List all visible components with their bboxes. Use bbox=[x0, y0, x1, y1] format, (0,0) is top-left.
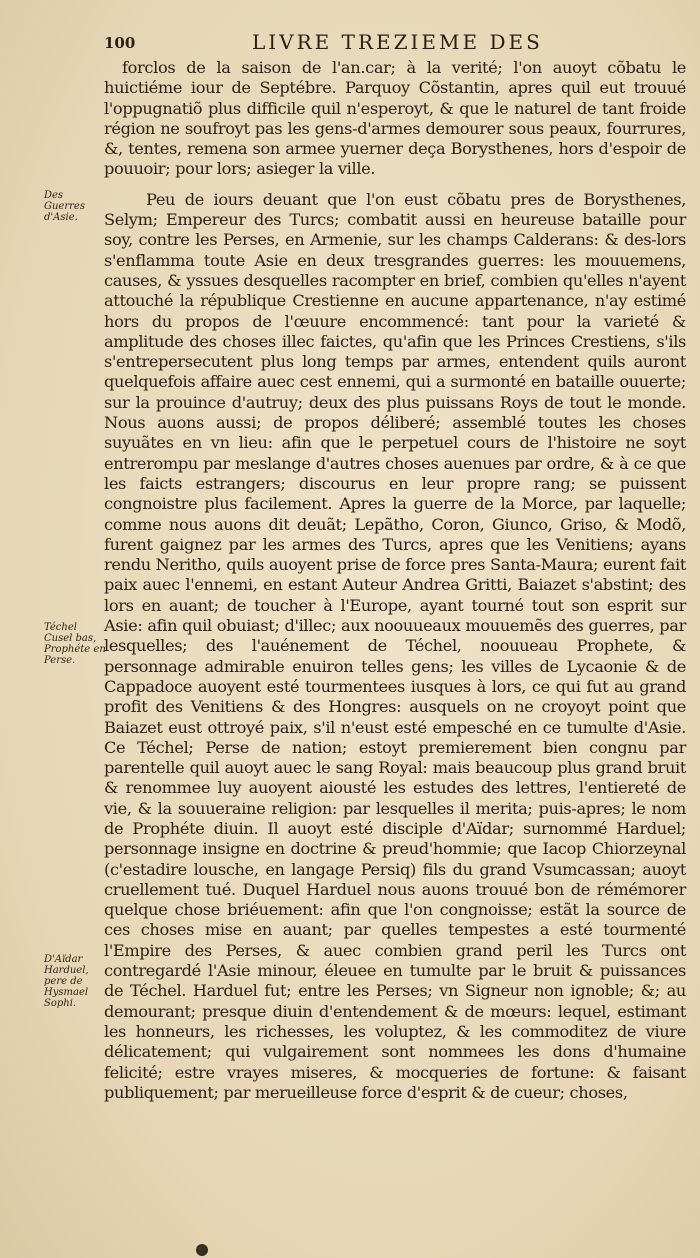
page-header bbox=[96, 30, 676, 56]
body-text bbox=[104, 58, 686, 1103]
margin-note-1: Des Guerres d'Asie. bbox=[44, 190, 85, 223]
paragraph-1: forclos de la saison de l'an.car; à la verité; l'on auoyt cõbatu le huictiéme iour de Septébre. Parquoy Cõstantin, apres quil eut trouué l'oppugnatiõ plus difficile quil n'esperoyt, & que le naturel de tant froide région ne soufroyt pas les gens-d'armes demourer sous peaux, fourrures, &, tentes, remena son armee yuerner deça Borysthenes, hors d'espoir de pouuoir; pour lors; asieger la ville. bbox=[104, 58, 686, 179]
page-number: 100 bbox=[104, 34, 136, 52]
margin-note-2: Téchel Cusel bas, Prophéte en Perse. bbox=[44, 622, 106, 666]
paragraph-2: Peu de iours deuant que l'on eust cõbatu pres de Borysthenes, Selym; Empereur des Turcs; combatit aussi en heureuse bataille pour soy, contre les Perses, en Armenie, sur les champs Calderans: & des-lors s'enflamma toute Asie en deux tresgrandes guerres: les mouuemens, causes, & yssues desquelles racompter en brief, combien qu'elles n'ayent attouché la république Crestienne en aucune appartenance, n'ay estimé hors du propos de l'œuure encommencé: tant pour la varieté & amplitude des choses illec faictes, qu'afin que les Princes Crestiens, s'ils s'entrepersecutent plus long temps par armes, entendent quils auront quelquefois affaire auec cest ennemi, qui a surmonté en bataille ouuerte; sur la prouince d'autruy; deux des plus puissans Roys de tout le monde. Nous auons aussi; de propos déliberé; assemblé toutes les choses suyuãtes en vn lieu: afin que le perpetuel cours de l'histoire ne soyt entrerompu par meslange d'autres choses auenues par ordre, & à ce que les faicts estrangers; discourus en leur propre rang; se puissent congnoistre plus facilement. Apres la guerre de la Morce, par laquelle; comme nous auons dit deuãt; Lepãtho, Coron, Giunco, Griso, & Modõ, furent gaignez par les armes des Turcs, apres que les Venitiens; ayans rendu Neritho, quils auoyent prise de force pres Santa-Maura; eurent fait paix auec l'ennemi, en estant Auteur Andrea Gritti, Baiazet s'abstint; des lors en auant; de toucher à l'Europe, ayant tourné tout son esprit sur Asie: afin quil obuiast; d'illec; aux noouueaux mouuemẽs des guerres, par lesquelles; des l'auénement de Téchel, noouueau Prophete, & personnage admirable enuiron telles gens; les villes de Lycaonie & de Cappadoce auoyent esté tourmentees iusques à lors, ce qui fut au grand profit des Venitiens & des Hongres: ausquels on ne croyoyt point que Baiazet eust ottroyé paix, s'il n'eust esté empesché en ce tumulte d'Asie. Ce Téchel; Perse de nation; estoyt premierement bien congnu par parentelle quil auoyt auec le sang Royal: mais beaucoup plus grand bruit & renommee luy auoyent aiousté les estudes des lettres, l'entiereté de vie, & la souueraine religion: par lesquelles il merita; puis-apres; le nom de Prophéte diuin. Il auoyt esté disciple d'Aïdar; surnommé Harduel; personnage insigne en doctrine & preud'hommie; que Iacop Chiorzeynal (c'estadire lousche, en langage Persiq) fils du grand Vsumcassan; auoyt cruellement tué. Duquel Harduel nous auons trouué bon de rémémorer quelque chose briéuement: afin que l'on congnoisse; estãt la source de ces choses mise en auant; par quelles tempestes a esté tourmenté l'Empire des Perses, & auec combien grand peril les Turcs ont contregardé l'Asie minour, éleuee en tumulte par le bruit & puissances de Téchel. Harduel fut; entre les Perses; vn Signeur non ignoble; &; au demourant; presque diuin d'entendement & de mœurs: lequel, estimant les honneurs, les richesses, les voluptez, & les commoditez de viure délicatement; qui vulgairement sont nommees les dons d'humaine felicité; estre vrayes miseres, & mocqueries de fortune: & faisant publiquement; par merueilleuse force d'esprit & de cueur; choses, bbox=[104, 189, 686, 1102]
margin-note-3: D'Aïdar Harduel, pere de Hysmael Sophi. bbox=[44, 954, 89, 1009]
running-title: LIVRE TREZIEME DES bbox=[252, 30, 543, 54]
ink-blot bbox=[196, 1244, 208, 1256]
